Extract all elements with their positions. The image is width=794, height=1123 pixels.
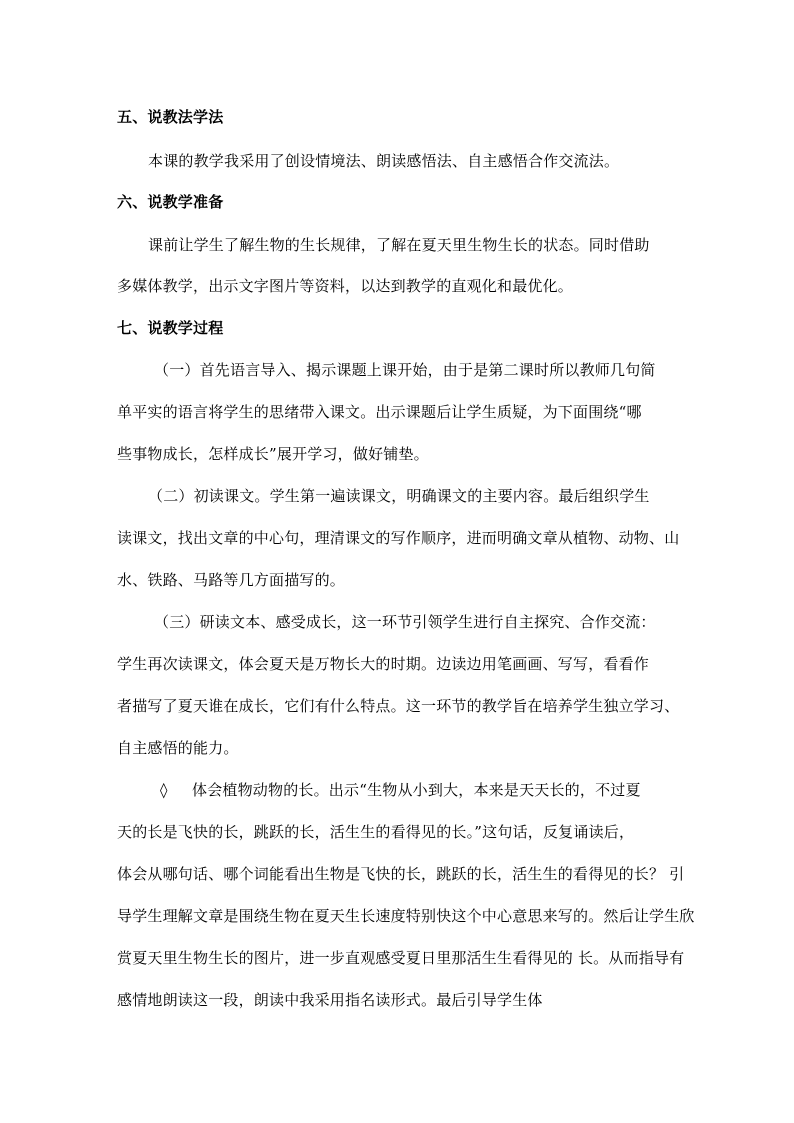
section-6-paragraph-line-1: 课前让学生了解生物的生长规律，了解在夏天里生物生长的状态。同时借助 xyxy=(148,236,650,254)
section-7-para-4-line-3: 体会从哪句话、哪个词能看出生物是飞快的长，跳跃的长，活生生的看得见的长？ 引 xyxy=(117,865,685,883)
section-7-para-4-line-5: 赏夏天里生物生长的图片，进一步直观感受夏日里那活生生看得见的 长。从而指导有 xyxy=(117,949,685,967)
section-7-para-4-line-4: 导学生理解文章是围绕生物在夏天生长速度特别快这个中心意思来写的。然后让学生欣 xyxy=(117,907,695,925)
section-7-para-3-line-4: 自主感悟的能力。 xyxy=(117,739,239,757)
section-7-para-3-line-3: 者描写了夏天谁在成长，它们有什么特点。这一环节的教学旨在培养学生独立学习、 xyxy=(117,697,680,715)
section-7-para-1-line-1: （一）首先语言导入、揭示课题上课开始，由于是第二课时所以教师几句简 xyxy=(154,361,656,379)
section-6-heading: 六、说教学准备 xyxy=(117,193,224,211)
section-7-para-2-line-1: （二）初读课文。学生第一遍读课文，明确课文的主要内容。最后组织学生 xyxy=(148,487,650,505)
section-7-para-2-line-3: 水、铁路、马路等几方面描写的。 xyxy=(117,571,346,589)
section-7-heading: 七、说教学过程 xyxy=(117,319,224,337)
section-7-para-3-line-1: （三）研读文本、感受成长，这一环节引领学生进行自主探究、合作交流： xyxy=(154,613,656,631)
section-7-para-1-line-3: 些事物成长，怎样成长”展开学习，做好铺垫。 xyxy=(117,445,429,463)
section-7-para-1-line-2: 单平实的语言将学生的思绪带入课文。出示课题后让学生质疑，为下面围绕“哪 xyxy=(117,403,642,421)
section-7-para-4-line-1: 体会植物动物的长。出示“生物从小到大，本来是天天长的，不过夏 xyxy=(192,781,641,799)
section-7-para-3-line-2: 学生再次读课文，体会夏天是万物长大的时期。边读边用笔画画、写写，看看作 xyxy=(117,655,650,673)
section-7-para-4-line-6: 感情地朗读这一段，朗读中我采用指名读形式。最后引导学生体 xyxy=(117,991,543,1009)
diamond-bullet-icon: ◊ xyxy=(160,781,168,799)
section-6-paragraph-line-2: 多媒体教学，出示文字图片等资料，以达到教学的直观化和最优化。 xyxy=(117,277,574,295)
section-5-heading: 五、说教法学法 xyxy=(117,108,224,126)
section-7-para-2-line-2: 读课文，找出文章的中心句，理清课文的写作顺序，进而明确文章从植物、动物、山 xyxy=(117,529,680,547)
section-5-paragraph: 本课的教学我采用了创设情境法、朗读感悟法、自主感悟合作交流法。 xyxy=(148,152,620,170)
section-7-para-4-line-2: 天的长是飞快的长，跳跃的长，活生生的看得见的长。”这句话，反复诵读后， xyxy=(117,823,635,841)
